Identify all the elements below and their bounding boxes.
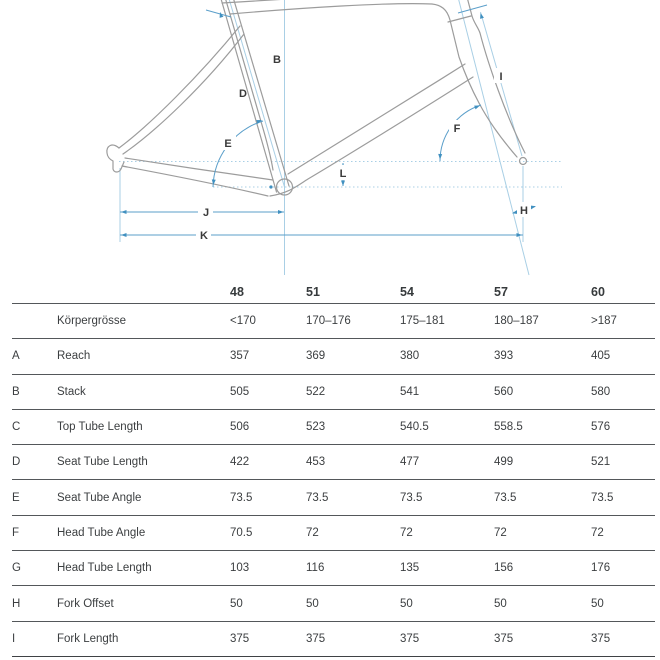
- row-value: 375: [230, 632, 250, 645]
- table-body: [12, 304, 655, 657]
- row-value: 405: [591, 350, 611, 363]
- row-value: 477: [400, 456, 420, 469]
- table-row: [12, 445, 655, 480]
- seat-stay-upper-edge: [119, 26, 240, 148]
- size-header-48: 48: [230, 284, 244, 299]
- row-letter: B: [12, 385, 20, 398]
- row-value: 540.5: [400, 421, 429, 434]
- row-value: 580: [591, 385, 611, 398]
- row-value: 73.5: [494, 491, 517, 504]
- row-name: Fork Length: [57, 632, 119, 645]
- head-tube-seam: [448, 16, 471, 22]
- reference-lines: [119, 0, 562, 275]
- table-row: [12, 586, 655, 621]
- row-value: 73.5: [306, 491, 329, 504]
- row-value: 50: [230, 597, 243, 610]
- dim-label-seat-tube-angle: E: [224, 138, 232, 150]
- row-value: 558.5: [494, 421, 523, 434]
- row-name: Head Tube Length: [57, 562, 152, 575]
- row-value: 375: [494, 632, 514, 645]
- rear-dropout: [107, 145, 124, 172]
- row-value: 72: [306, 526, 319, 539]
- row-value: 523: [306, 421, 326, 434]
- table-row: [12, 516, 655, 551]
- row-value: 176: [591, 562, 611, 575]
- row-value: 135: [400, 562, 420, 575]
- dimension-arrows: [121, 11, 536, 237]
- row-value: 170–176: [306, 315, 351, 328]
- top-tube-upper-edge: [222, 0, 320, 3]
- dimension-lines: [120, 5, 535, 235]
- row-value: 453: [306, 456, 326, 469]
- row-value: 522: [306, 385, 326, 398]
- row-value: 422: [230, 456, 250, 469]
- row-value: >187: [591, 315, 617, 328]
- dim-label-bb-drop: L: [339, 168, 347, 180]
- down-tube-lower-edge: [270, 77, 473, 196]
- row-value: 375: [591, 632, 611, 645]
- row-value: 73.5: [591, 491, 614, 504]
- dim-label-wheelbase: K: [200, 230, 208, 242]
- row-value: 521: [591, 456, 611, 469]
- seat-top-tick: [206, 10, 231, 17]
- row-value: 375: [400, 632, 420, 645]
- row-letter: I: [12, 632, 16, 645]
- dim-label-fork-offset: H: [520, 205, 528, 217]
- row-value: 50: [306, 597, 319, 610]
- row-value: 499: [494, 456, 514, 469]
- row-letter: F: [12, 526, 20, 539]
- row-value: <170: [230, 315, 256, 328]
- row-value: 50: [591, 597, 604, 610]
- row-value: 357: [230, 350, 250, 363]
- row-letter: C: [12, 421, 21, 434]
- row-name: Seat Tube Angle: [57, 491, 142, 504]
- row-name: Fork Offset: [57, 597, 114, 610]
- table-row: [12, 551, 655, 586]
- dim-label-chain-stay: J: [202, 207, 210, 219]
- row-name: Seat Tube Length: [57, 456, 148, 469]
- row-value: 380: [400, 350, 420, 363]
- row-value: 103: [230, 562, 250, 575]
- size-header-60: 60: [591, 284, 605, 299]
- row-value: 116: [306, 562, 325, 575]
- row-letter: E: [12, 491, 20, 504]
- row-value: 175–181: [400, 315, 445, 328]
- row-value: 72: [494, 526, 507, 539]
- row-name: Reach: [57, 350, 91, 363]
- row-value: 506: [230, 421, 250, 434]
- table-row: [12, 622, 655, 657]
- dim-label-stack: B: [273, 54, 281, 66]
- row-value: 156: [494, 562, 514, 575]
- seat-tube-left-edge: [221, 0, 277, 192]
- seat-tube-axis-line: [229, 0, 285, 187]
- down-tube-upper-edge: [288, 64, 465, 174]
- row-value: 73.5: [400, 491, 423, 504]
- row-value: 541: [400, 385, 420, 398]
- row-letter: D: [12, 456, 21, 469]
- size-header-row: [12, 280, 655, 304]
- table-row: [12, 339, 655, 374]
- row-name: Head Tube Angle: [57, 526, 146, 539]
- row-value: 393: [494, 350, 514, 363]
- row-value: 576: [591, 421, 611, 434]
- row-value: 505: [230, 385, 250, 398]
- table-row: [12, 410, 655, 445]
- size-header-57: 57: [494, 284, 508, 299]
- dim-label-head-tube-angle: F: [453, 123, 461, 135]
- row-name: Körpergrösse: [57, 315, 127, 328]
- table-row: [12, 304, 655, 339]
- row-value: 72: [400, 526, 413, 539]
- head-top-tick: [458, 5, 487, 13]
- table-row: [12, 375, 655, 410]
- row-value: 70.5: [230, 526, 253, 539]
- frame-geometry-diagram: [0, 0, 660, 280]
- size-header-51: 51: [306, 284, 320, 299]
- size-header-54: 54: [400, 284, 414, 299]
- row-value: 560: [494, 385, 514, 398]
- bike-frame-drawing: [107, 0, 527, 196]
- row-value: 180–187: [494, 315, 539, 328]
- row-name: Top Tube Length: [57, 421, 143, 434]
- row-letter: G: [12, 562, 21, 575]
- geometry-table: [12, 280, 655, 657]
- row-value: 375: [306, 632, 326, 645]
- row-value: 369: [306, 350, 326, 363]
- row-value: 73.5: [230, 491, 253, 504]
- row-value: 50: [494, 597, 507, 610]
- table-row: [12, 480, 655, 515]
- row-letter: A: [12, 350, 20, 363]
- row-value: 50: [400, 597, 413, 610]
- row-name: Stack: [57, 385, 86, 398]
- dim-label-fork-length: I: [499, 71, 503, 83]
- row-letter: H: [12, 597, 21, 610]
- dim-label-seat-tube: D: [239, 88, 247, 100]
- row-value: 72: [591, 526, 604, 539]
- chain-stay-lower-edge: [122, 166, 268, 196]
